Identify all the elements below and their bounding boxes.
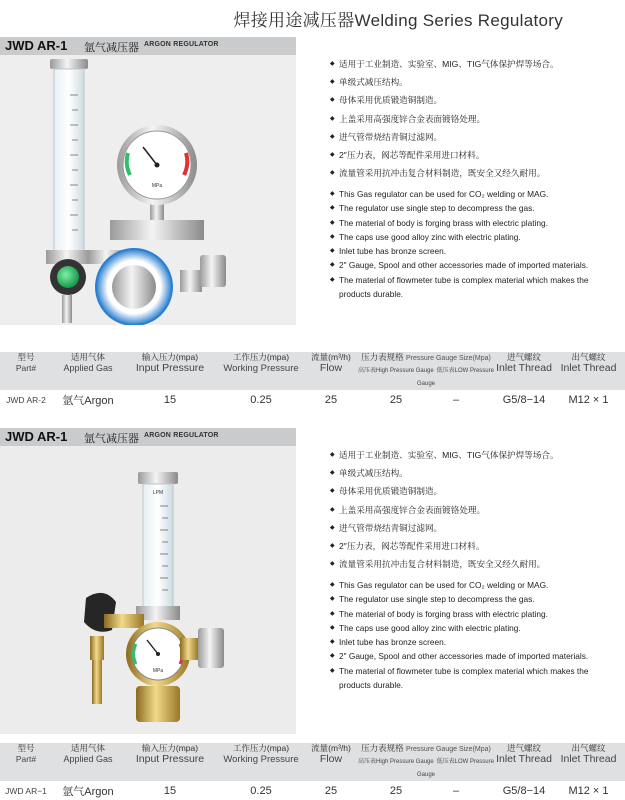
product-name-zh: 氩气减压器: [84, 42, 139, 54]
col-inlet: 进气螺纹 Inlet Thread: [496, 352, 552, 390]
regulator-illustration: [0, 55, 296, 325]
flow-knob-center: [57, 266, 79, 288]
inlet-fitting: [198, 628, 224, 668]
feature-item: ◆ The material of flowmeter tube is complex material which makes the products durable.: [330, 273, 622, 302]
feature-list-en: [330, 187, 622, 301]
feature-item: ◆ 流量管采用抗冲击复合材料制造，既安全又经久耐用。: [330, 555, 622, 573]
feature-item: ◆ 进气管带烧结青铜过滤网。: [330, 519, 622, 537]
cell-outlet: M12 × 1: [568, 785, 609, 797]
feature-item: ◆ 单级式减压结构。: [330, 464, 622, 482]
spec-header-row: [0, 352, 625, 390]
product-header-bar: [0, 428, 296, 446]
col-input: 输入压力(mpa) Input Pressure: [124, 743, 216, 781]
feature-list-zh: [330, 55, 622, 182]
cell-inlet: G5/8−14: [502, 785, 546, 797]
col-gas: 适用气体 Applied Gas: [52, 352, 124, 390]
cell-gauge: 25 –: [389, 785, 460, 797]
cell-inlet: G5/8−14: [502, 394, 546, 406]
product-photo: [0, 446, 296, 734]
feature-item: ◆ 进气管带烧结青铜过滤网。: [330, 128, 622, 146]
col-flow: 流量(m³/h) Flow: [306, 352, 356, 390]
feature-item: ◆ 2″压力表，阀芯等配件采用进口材料。: [330, 537, 622, 555]
feature-item: ◆ The caps use good alloy zinc with electric plating.: [330, 230, 622, 244]
col-outlet: 出气螺纹 Inlet Thread: [552, 743, 625, 781]
feature-item: ◆ The material of body is forging brass with electric plating.: [330, 607, 622, 621]
inlet-fitting: [200, 255, 226, 287]
svg-text:LPM: LPM: [152, 490, 164, 496]
cell-gauge: 25 –: [389, 394, 460, 406]
outlet-nozzle: [92, 660, 102, 704]
product-header-bar: [0, 37, 296, 55]
cell-input: 15: [163, 785, 177, 797]
outlet-nozzle: [62, 295, 72, 323]
feature-item: ◆ 适用于工业制造、实验室、MIG、TIG气体保护焊等场合。: [330, 446, 622, 464]
regulator-body: [136, 686, 180, 722]
product-name-zh: 氩气减压器: [84, 433, 139, 445]
feature-list-zh: [330, 446, 622, 573]
spec-table-2: [0, 743, 625, 799]
feature-item: ◆ 2" Gauge, Spool and other accessories made of imported materials.: [330, 649, 622, 663]
feature-item: ◆ Inlet tube has bronze screen.: [330, 635, 622, 649]
feature-item: ◆ 2" Gauge, Spool and other accessories made of imported materials.: [330, 258, 622, 272]
feature-item: ◆ 上盖采用高强度锌合金表面镀铬处理。: [330, 501, 622, 519]
svg-text:MPa: MPa: [152, 668, 164, 674]
col-outlet: 出气螺纹 Inlet Thread: [552, 352, 625, 390]
page-title: 焊接用途减压器Welding Series Regulatory: [233, 11, 563, 30]
cell-input: 15: [163, 394, 177, 406]
feature-item: ◆ This Gas regulator can be used for CO₂ welding or MAG.: [330, 578, 622, 592]
feature-item: ◆ 母体采用优质锻造铜制造。: [330, 482, 622, 500]
feature-item: ◆ The regulator use single step to decompress the gas.: [330, 201, 622, 215]
feature-item: ◆ The material of flowmeter tube is complex material which makes the products durable.: [330, 664, 622, 693]
col-working: 工作压力(mpa) Working Pressure: [216, 352, 306, 390]
col-gauge: 压力表规格 Pressure Gauge Size(Mpa) 高压表High Pressure Gauge 低压表LOW Pressure Gauge: [356, 352, 496, 390]
feature-item: ◆ 适用于工业制造、实验室、MIG、TIG气体保护焊等场合。: [330, 55, 622, 73]
flowmeter-tube: [54, 69, 84, 251]
cell-working: 0.25: [250, 394, 272, 406]
product-photo: [0, 55, 296, 325]
feature-item: ◆ The material of body is forging brass with electric plating.: [330, 216, 622, 230]
flowmeter-tube: [143, 484, 173, 609]
cell-flow: 25: [324, 394, 338, 406]
col-flow: 流量(m³/h) Flow: [306, 743, 356, 781]
feature-item: ◆ 母体采用优质锻造铜制造。: [330, 91, 622, 109]
cell-gas: 氩气Argon: [62, 395, 114, 407]
feature-item: ◆ 2″压力表，阀芯等配件采用进口材料。: [330, 146, 622, 164]
table-row: [0, 781, 625, 799]
col-input: 输入压力(mpa) Input Pressure: [124, 352, 216, 390]
col-gauge: 压力表规格 Pressure Gauge Size(Mpa) 高压表High Pressure Gauge 低压表LOW Pressure Gauge: [356, 743, 496, 781]
col-gas: 适用气体 Applied Gas: [52, 743, 124, 781]
feature-item: ◆ 上盖采用高强度锌合金表面镀铬处理。: [330, 110, 622, 128]
regulator-illustration: [0, 446, 296, 734]
table-row: [0, 390, 625, 408]
col-inlet: 进气螺纹 Inlet Thread: [496, 743, 552, 781]
cell-part: JWD AR-2: [6, 395, 46, 405]
feature-item: ◆ Inlet tube has bronze screen.: [330, 244, 622, 258]
product-name-en: ARGON REGULATOR: [144, 432, 219, 439]
model-code: JWD AR-1: [5, 38, 68, 53]
product-name-en: ARGON REGULATOR: [144, 41, 219, 48]
spec-table-1: [0, 352, 625, 408]
feature-item: ◆ 流量管采用抗冲击复合材料制造，既安全又经久耐用。: [330, 164, 622, 182]
cell-flow: 25: [324, 785, 338, 797]
svg-text:MPa: MPa: [151, 183, 163, 189]
feature-item: ◆ 单级式减压结构。: [330, 73, 622, 91]
feature-item: ◆ The caps use good alloy zinc with electric plating.: [330, 621, 622, 635]
cell-gas: 氩气Argon: [62, 786, 114, 798]
col-part: 型号 Part#: [0, 743, 52, 781]
flowmeter-cap: [50, 59, 88, 69]
inlet-nut: [180, 270, 202, 292]
spec-header-row: [0, 743, 625, 781]
feature-item: ◆ The regulator use single step to decompress the gas.: [330, 592, 622, 606]
col-working: 工作压力(mpa) Working Pressure: [216, 743, 306, 781]
cell-working: 0.25: [250, 785, 272, 797]
cell-part: JWD AR−1: [5, 786, 47, 796]
flowmeter-cap: [138, 472, 178, 484]
feature-item: ◆ This Gas regulator can be used for CO₂ welding or MAG.: [330, 187, 622, 201]
model-code: JWD AR-1: [5, 429, 68, 444]
cell-outlet: M12 × 1: [568, 394, 609, 406]
col-part: 型号 Part#: [0, 352, 52, 390]
feature-list-en: [330, 578, 622, 692]
